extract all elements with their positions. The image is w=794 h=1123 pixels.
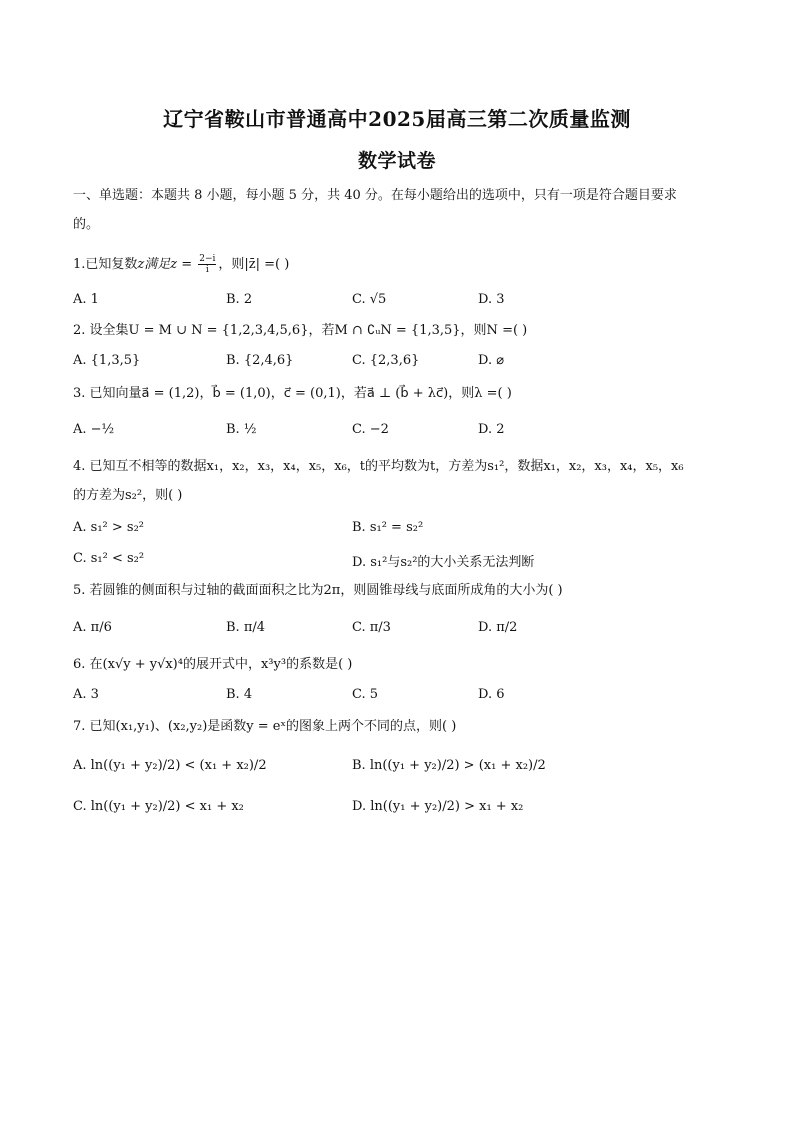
q7-option-b: B. ln((y₁ + y₂)/2) > (x₁ + x₂)/2 (352, 758, 546, 773)
q5-option-a: A. π/6 (73, 620, 112, 635)
q6-option-d: D. 6 (478, 687, 505, 702)
q4-option-a: A. s₁² > s₂² (73, 520, 144, 535)
q2-option-b: B. {2,4,6} (226, 353, 294, 368)
question-3-stem: 3. 已知向量a⃗ = (1,2)，b⃗ = (1,0)，c⃗ = (0,1)，若a⃗ ⊥ (b⃗ + λc⃗)，则λ =( ) (73, 386, 512, 401)
q3-option-a: A. −½ (73, 422, 115, 437)
q5-option-d: D. π/2 (478, 620, 518, 635)
section-instructions-line2: 的。 (73, 217, 100, 232)
q1-option-d: D. 3 (478, 292, 505, 307)
question-2-stem: 2. 设全集U = M ∪ N = {1,2,3,4,5,6}，若M ∩ ∁ᵤN = {1,3,5}，则N =( ) (73, 323, 528, 338)
q1-option-a: A. 1 (73, 292, 99, 307)
q3-option-c: C. −2 (352, 422, 389, 437)
page-title: 辽宁省鞍山市普通高中2025届高三第二次质量监测 (163, 107, 631, 131)
q5-option-c: C. π/3 (352, 620, 391, 635)
question-4-stem-line2: 的方差为s₂²，则( ) (73, 488, 183, 503)
q4-option-c: C. s₁² < s₂² (73, 551, 145, 566)
section-instructions-line1: 一、单选题：本题共 8 小题，每小题 5 分，共 40 分。在每小题给出的选项中，只有一项是符合题目要求 (73, 188, 677, 203)
q1-option-c: C. √5 (352, 292, 387, 307)
q6-option-b: B. 4 (226, 687, 253, 702)
q4-option-d: D. s₁²与s₂²的大小关系无法判断 (352, 555, 535, 570)
question-6-stem: 6. 在(x√y + y√x)⁴的展开式中，x³y³的系数是( ) (73, 657, 353, 672)
q1-option-b: B. 2 (226, 292, 253, 307)
q3-option-d: D. 2 (478, 422, 505, 437)
q6-option-a: A. 3 (73, 687, 99, 702)
question-5-stem: 5. 若圆锥的侧面积与过轴的截面面积之比为2π，则圆锥母线与底面所成角的大小为( ) (73, 583, 563, 598)
q1-frac-denominator: i (205, 265, 209, 275)
q1-stem-mid: z满足z = (137, 257, 197, 272)
page-subtitle: 数学试卷 (357, 150, 436, 172)
q1-fraction (198, 254, 216, 275)
q5-option-b: B. π/4 (226, 620, 266, 635)
q1-stem-post: ，则|z̄| =( ) (218, 257, 290, 272)
question-1-stem (73, 254, 289, 275)
q2-option-d: D. ⌀ (478, 353, 505, 368)
q6-option-c: C. 5 (352, 687, 379, 702)
q1-frac-numerator: 2−i (199, 254, 216, 264)
q3-option-b: B. ½ (226, 422, 257, 437)
q1-stem-pre: 1.已知复数 (73, 257, 138, 272)
question-4-stem-line1: 4. 已知互不相等的数据x₁，x₂，x₃，x₄，x₅，x₆，t的平均数为t，方差为s₁²，数据x₁，x₂，x₃，x₄，x₅，x₆ (73, 459, 684, 474)
q4-option-b: B. s₁² = s₂² (352, 520, 424, 535)
q2-option-a: A. {1,3,5} (73, 353, 141, 368)
q2-option-c: C. {2,3,6} (352, 353, 420, 368)
q7-option-d: D. ln((y₁ + y₂)/2) > x₁ + x₂ (352, 799, 524, 814)
q7-option-a: A. ln((y₁ + y₂)/2) < (x₁ + x₂)/2 (73, 758, 267, 773)
q7-option-c: C. ln((y₁ + y₂)/2) < x₁ + x₂ (73, 799, 244, 814)
question-7-stem: 7. 已知(x₁,y₁)、(x₂,y₂)是函数y = eˣ的图象上两个不同的点，则( ) (73, 719, 457, 734)
